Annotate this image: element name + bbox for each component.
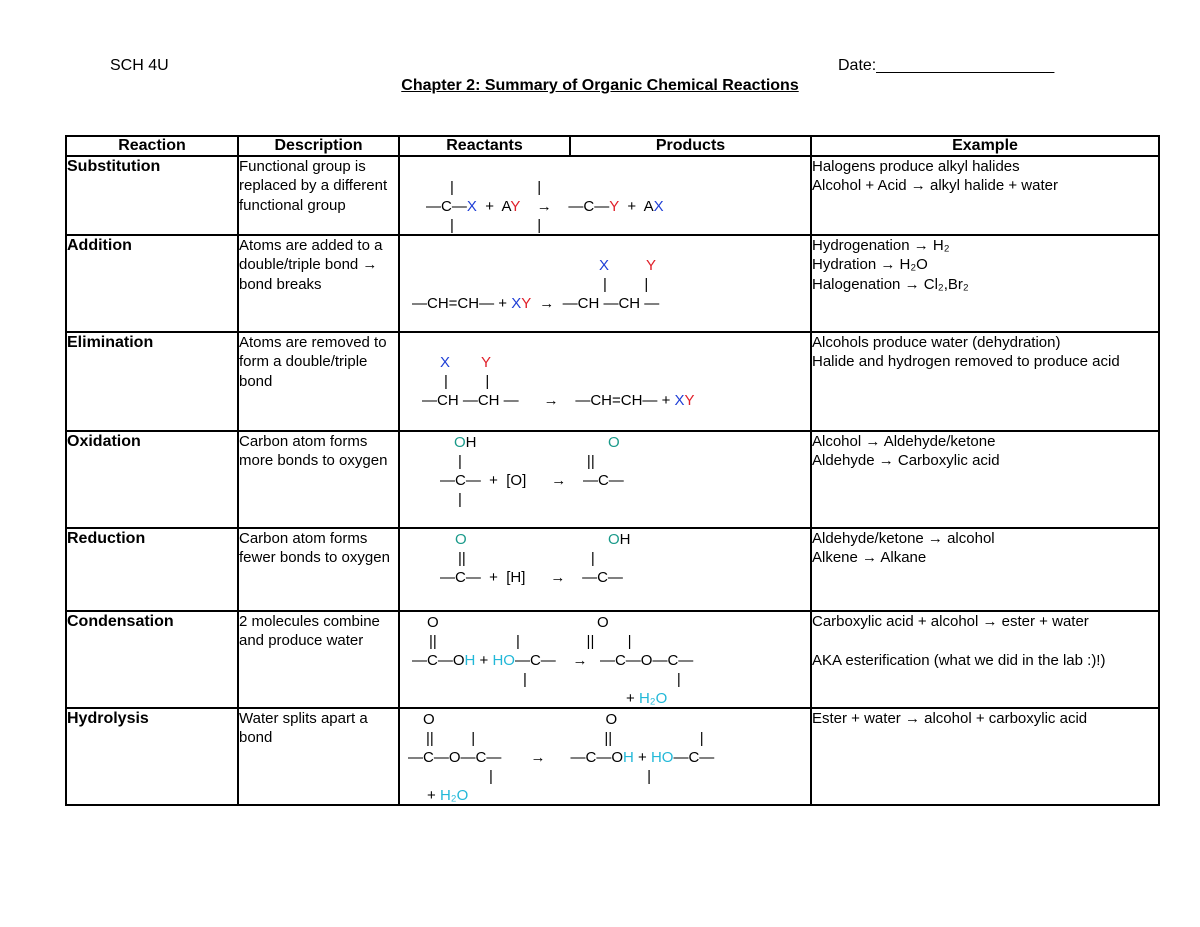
diagram-line: | | — [489, 768, 651, 785]
reactions-table — [65, 135, 1160, 806]
table-row — [66, 332, 1159, 431]
table-row — [66, 431, 1159, 528]
diagram-line: | | — [450, 217, 542, 234]
reaction-description: Carbon atom forms fewer bonds to oxygen — [238, 528, 399, 611]
reaction-example: Halogens produce alkyl halides Alcohol + Acid → alkyl halide + water — [811, 156, 1159, 235]
reaction-diagram — [399, 708, 811, 805]
reaction-diagram — [399, 156, 811, 235]
reaction-name: Oxidation — [66, 431, 238, 528]
table-row — [66, 528, 1159, 611]
table-row — [66, 611, 1159, 708]
diagram-line: || | — [458, 550, 595, 567]
reaction-diagram: O OH || | —C— + [H] → —C— — [399, 528, 811, 611]
reaction-name: Substitution — [66, 156, 238, 235]
reaction-example: Ester + water → alcohol + carboxylic acid — [811, 708, 1159, 805]
diagram-line: OH — [454, 434, 477, 451]
diagram-line: | | — [444, 373, 490, 390]
date-field: Date:____________________ — [838, 57, 1055, 74]
page-title: Chapter 2: Summary of Organic Chemical Reactions — [401, 77, 799, 94]
reaction-example: Alcohol → Aldehyde/ketone Aldehyde → Carboxylic acid — [811, 431, 1159, 528]
diagram-line: —CH —CH — → —CH=CH— + XY — [422, 392, 695, 409]
diagram-line: —C—O—C— → —C—OH + HO—C— — [408, 749, 715, 766]
diagram-line: || | || | — [426, 730, 704, 747]
reaction-description: Water splits apart a bond — [238, 708, 399, 805]
reaction-description: Atoms are added to a double/triple bond → bond breaks — [238, 235, 399, 332]
diagram-line: | || — [458, 453, 595, 470]
diagram-line: —C— + [O] → —C— — [440, 472, 624, 489]
diagram-line: —CH=CH— + XY → —CH —CH — — [412, 295, 660, 312]
diagram-line: | | — [603, 276, 649, 293]
reaction-name: Condensation — [66, 611, 238, 708]
diagram-line: —C—X + AY → —C—Y + AX — [426, 198, 664, 215]
diagram-line: | — [458, 491, 462, 508]
diagram-line: + H₂O — [626, 690, 668, 707]
diagram-line: —C— + [H] → —C— — [440, 569, 623, 586]
reaction-diagram — [399, 611, 811, 708]
table-row — [66, 156, 1159, 235]
diagram-line: OH — [608, 531, 631, 548]
reaction-example: Aldehyde/ketone → alcohol Alkene → Alkane — [811, 528, 1159, 611]
diagram-line: + H₂O — [427, 787, 469, 804]
diagram-line: O O — [423, 711, 618, 728]
header-reaction: Reaction — [66, 136, 238, 156]
table-row — [66, 708, 1159, 805]
reaction-example: Carboxylic acid + alcohol → ester + water AKA esterification (what we did in the lab :)!) — [811, 611, 1159, 708]
reaction-diagram: OH O | || —C— + [O] → —C— | — [399, 431, 811, 528]
reaction-description: Carbon atom forms more bonds to oxygen — [238, 431, 399, 528]
reaction-description: Atoms are removed to form a double/triple bond — [238, 332, 399, 431]
diagram-line: | | — [450, 179, 542, 196]
header-example: Example — [811, 136, 1159, 156]
table-row — [66, 235, 1159, 332]
reaction-example: Alcohols produce water (dehydration) Halide and hydrogen removed to produce acid — [811, 332, 1159, 431]
diagram-line: | | — [523, 671, 681, 688]
course-code: SCH 4U — [110, 57, 169, 74]
diagram-line: —C—OH + HO—C— → —C—O—C— — [412, 652, 694, 669]
header-products: Products — [570, 136, 811, 156]
diagram-line: O O — [427, 614, 609, 631]
header-reactants: Reactants — [399, 136, 570, 156]
reaction-description: Functional group is replaced by a different functional group — [238, 156, 399, 235]
header-description: Description — [238, 136, 399, 156]
reaction-description: 2 molecules combine and produce water — [238, 611, 399, 708]
reaction-name: Hydrolysis — [66, 708, 238, 805]
reaction-example: Hydrogenation → H₂ Hydration → H₂O Halogenation → Cl₂,Br₂ — [811, 235, 1159, 332]
reaction-name: Addition — [66, 235, 238, 332]
table-header-row — [66, 136, 1159, 156]
diagram-line: || | || | — [429, 633, 632, 650]
reaction-diagram: X Y | | —CH —CH — → —CH=CH— + XY — [399, 332, 811, 431]
reaction-name: Reduction — [66, 528, 238, 611]
reaction-diagram: X Y | | —CH=CH— + XY → —CH —CH — — [399, 235, 811, 332]
reaction-name: Elimination — [66, 332, 238, 431]
